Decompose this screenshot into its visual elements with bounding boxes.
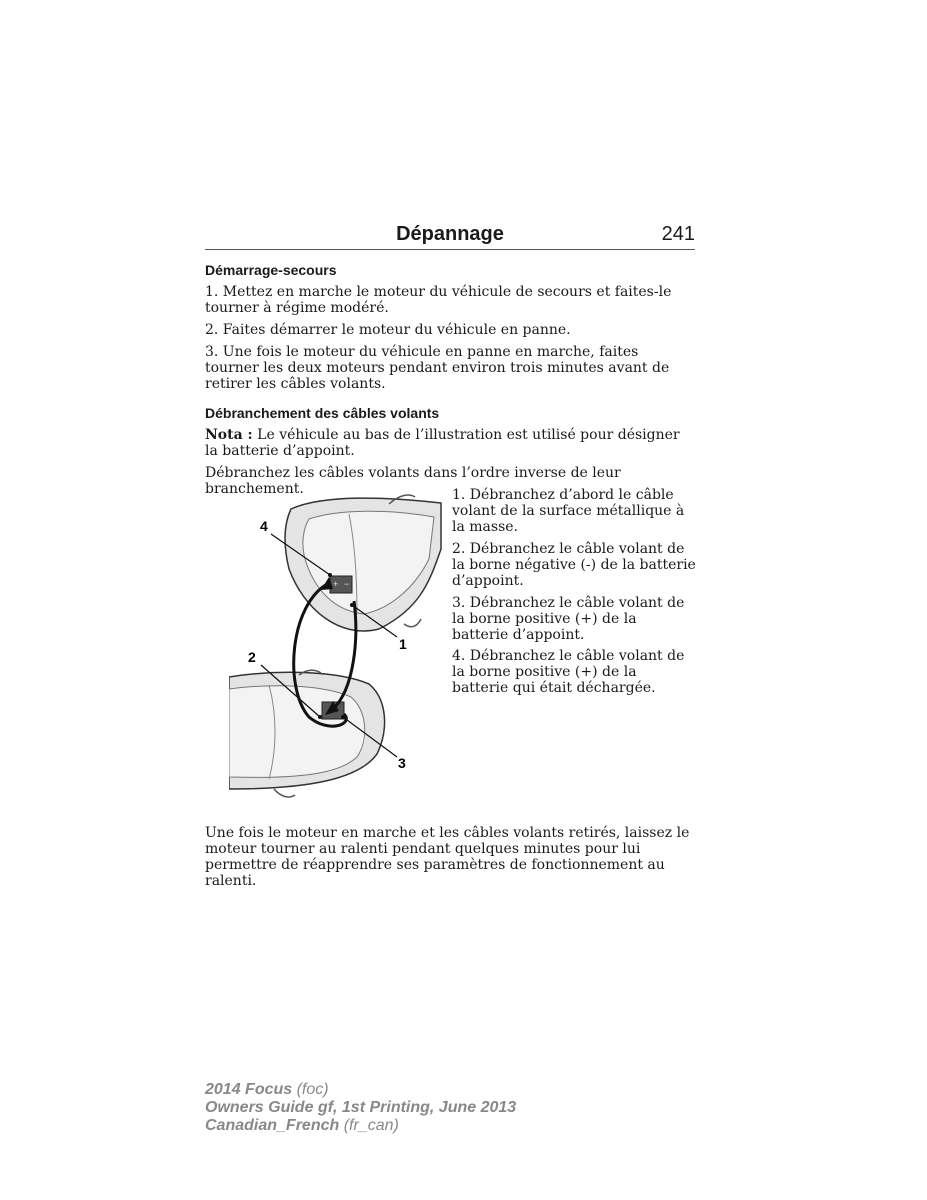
footer-line-1: 2014 Focus (foc) [205, 1081, 329, 1098]
disconnect-step-2: 2. Débranchez le câble volant de la borne négative (-) de la batterie d’appoint. [452, 541, 696, 589]
figure-label-1: 1 [399, 636, 407, 652]
svg-text:+: + [333, 579, 339, 589]
disconnect-step-3: 3. Débranchez le câble volant de la borne positive (+) de la batterie d’appoint. [452, 595, 685, 643]
footer-line-3: Canadian_French (fr_can) [205, 1117, 399, 1134]
disconnect-step-1: 1. Débranchez d’abord le câble volant de la surface métallique à la masse. [452, 487, 685, 535]
jump-start-illustration [229, 489, 445, 801]
figure-label-3: 3 [398, 755, 406, 771]
section-heading: Débranchement des câbles volants [205, 405, 440, 421]
paragraph [205, 344, 695, 392]
figure-label-2: 2 [248, 649, 256, 665]
disabled-battery [330, 576, 352, 593]
step-1-text: 1. Mettez en marche le moteur du véhicule de secours et faites-le tourner à régime modéré. [205, 284, 672, 316]
page-footer [205, 1081, 516, 1135]
paragraph [205, 284, 695, 316]
section-disconnect [205, 405, 695, 421]
disconnect-step-4: 4. Débranchez le câble volant de la borne positive (+) de la batterie qui était déchargée. [452, 648, 685, 696]
lower-car-illustration [229, 670, 385, 797]
upper-car-illustration [285, 495, 441, 631]
svg-text:−: − [344, 579, 350, 589]
section-jump-start [205, 262, 695, 278]
footer-line-2: Owners Guide gf, 1st Printing, June 2013 [205, 1099, 517, 1116]
paragraph [205, 825, 695, 889]
section-heading: Démarrage-secours [205, 262, 337, 278]
page-number: 241 [661, 223, 695, 245]
step-3-text: 3. Une fois le moteur du véhicule en panne en marche, faites tourner les deux moteurs pendant environ trois minutes avant de retirer les câbles volants. [205, 344, 670, 392]
intro-text: Débranchez les câbles volants dans l’ordre inverse de leur branchement. [205, 465, 621, 497]
figure-label-4: 4 [260, 518, 268, 534]
paragraph [205, 322, 695, 338]
note-label: Nota : [205, 427, 253, 443]
closing-text: Une fois le moteur en marche et les câbles volants retirés, laissez le moteur tourner au ralenti pendant quelques minutes pour lui permettre de réapprendre ses paramètres de fonctionnement au ralenti. [205, 825, 690, 889]
page-header [205, 223, 695, 250]
note-text: Le véhicule au bas de l’illustration est utilisé pour désigner la batterie d’appoint. [205, 427, 680, 459]
note-paragraph [205, 427, 695, 459]
page-title: Dépannage [396, 223, 504, 245]
step-2-text: 2. Faites démarrer le moteur du véhicule en panne. [205, 322, 571, 338]
